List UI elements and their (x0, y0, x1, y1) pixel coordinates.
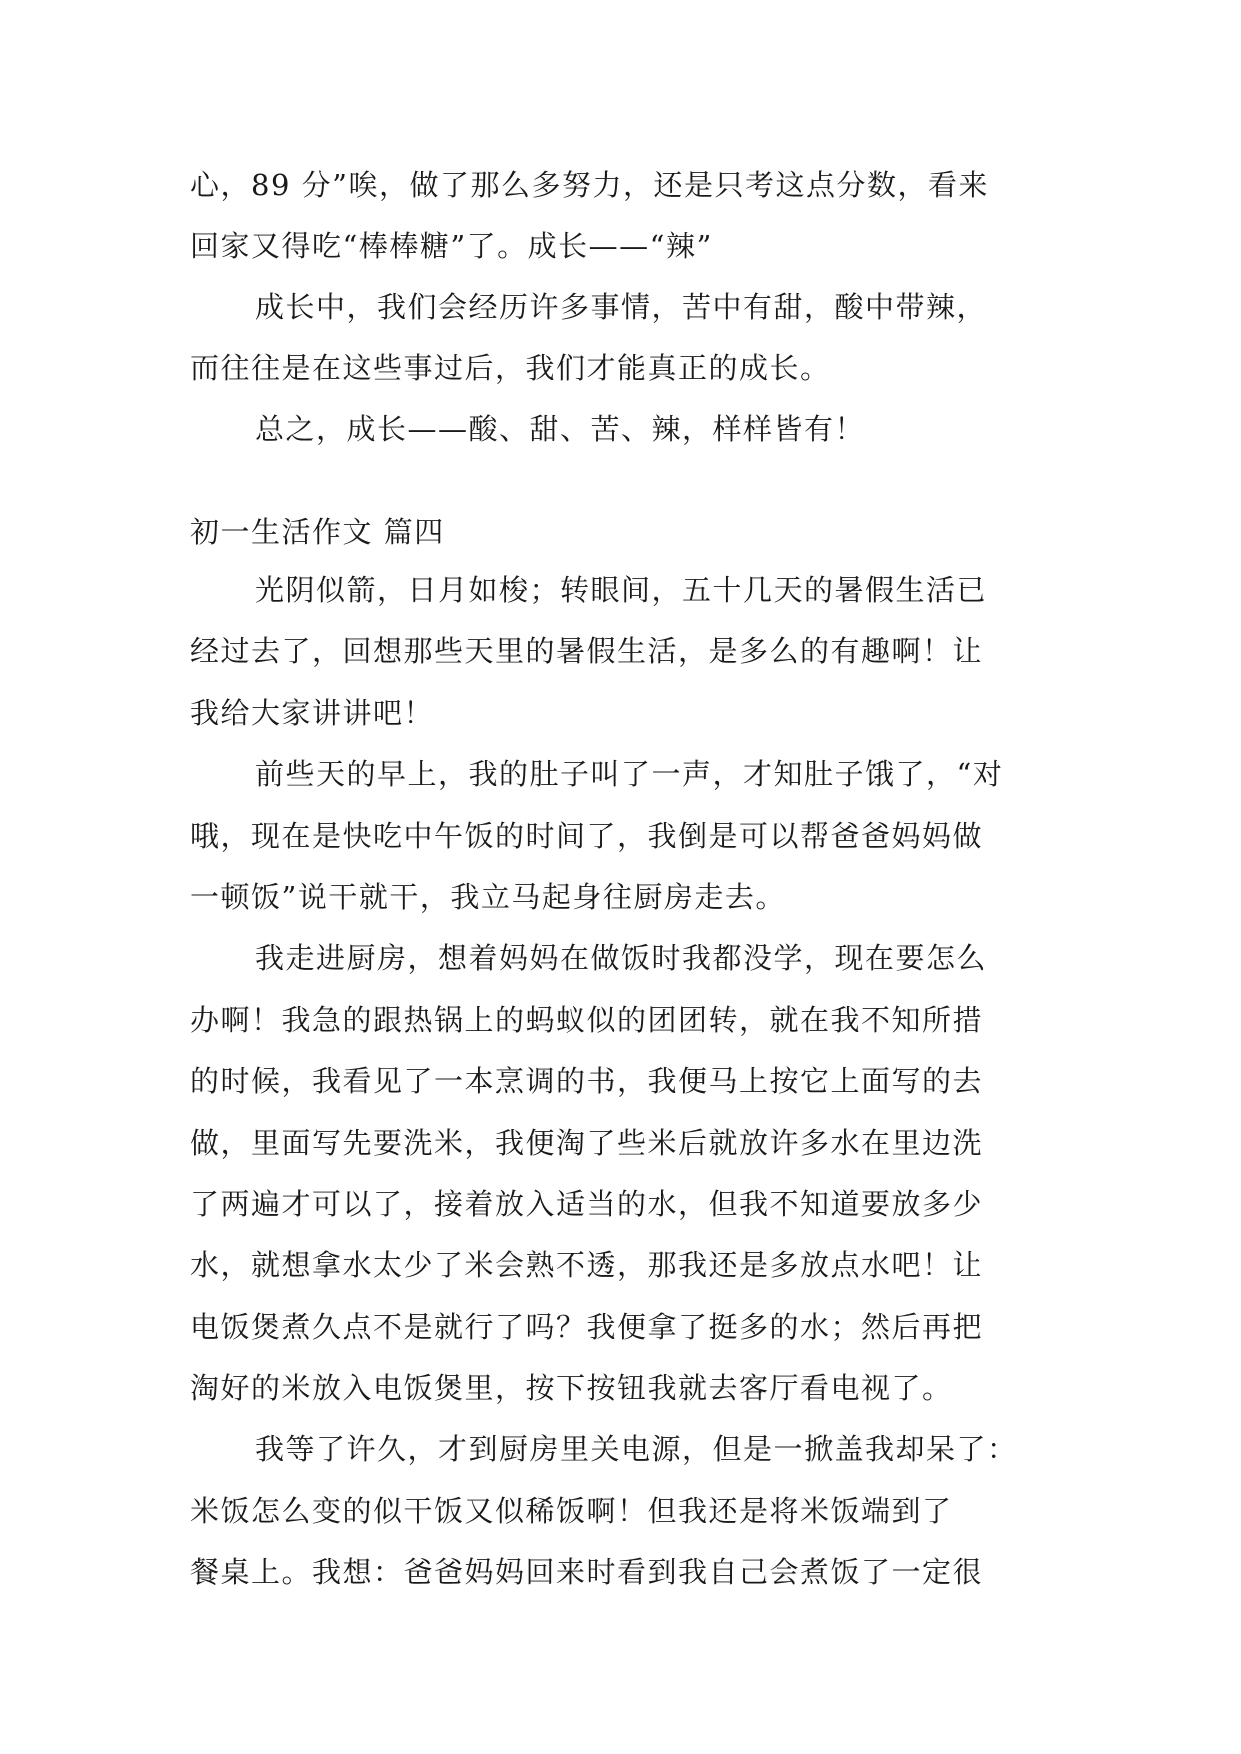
section-title: 初一生活作文 篇四 (190, 515, 445, 549)
text-line: 餐桌上。我想：爸爸妈妈回来时看到我自己会煮饭了一定很 (190, 1555, 984, 1590)
text-line: 前些天的早上，我的肚子叫了一声，才知肚子饿了，“对 (255, 757, 1004, 792)
text-line: 我走进厨房，想着妈妈在做饭时我都没学，现在要怎么 (255, 941, 988, 976)
text-line: 米饭怎么变的似干饭又似稀饭啊！但我还是将米饭端到了 (190, 1493, 953, 1528)
text-line: 光阴似箭，日月如梭；转眼间，五十几天的暑假生活已 (255, 573, 988, 607)
text-line: 而往往是在这些事过后，我们才能真正的成长。 (190, 351, 831, 385)
text-line: 回家又得吃“棒棒糖”了。成长——“辣” (190, 229, 713, 263)
text-line: 经过去了，回想那些天里的暑假生活，是多么的有趣啊！让 (190, 634, 984, 669)
section-body (190, 570, 1050, 1614)
text-line: 我给大家讲讲吧！ (190, 695, 435, 730)
text-line: 电饭煲煮久点不是就行了吗？我便拿了挺多的水；然后再把 (190, 1309, 984, 1344)
text-line: 了两遍才可以了，接着放入适当的水，但我不知道要放多少 (190, 1186, 984, 1221)
text-line: 办啊！我急的跟热锅上的蚂蚁似的团团转，就在我不知所措 (190, 1002, 984, 1037)
text-line: 的时候，我看见了一本烹调的书，我便马上按它上面写的去 (190, 1064, 984, 1099)
text-line: 成长中，我们会经历许多事情，苦中有甜，酸中带辣， (255, 290, 988, 324)
text-line: 哦，现在是快吃中午饭的时间了，我倒是可以帮爸爸妈妈做 (190, 818, 984, 853)
text-line: 总之，成长——酸、甜、苦、辣，样样皆有！ (255, 412, 866, 446)
text-line: 一顿饭”说干就干，我立马起身往厨房走去。 (190, 879, 786, 914)
text-line: 心，89 分”唉，做了那么多努力，还是只考这点分数，看来 (190, 168, 989, 202)
text-line: 我等了许久，才到厨房里关电源，但是一掀盖我却呆了： (255, 1432, 1018, 1467)
text-line: 水，就想拿水太少了米会熟不透，那我还是多放点水吧！让 (190, 1248, 984, 1283)
continuation-text (190, 165, 1050, 470)
text-line: 淘好的米放入电饭煲里，按下按钮我就去客厅看电视了。 (190, 1371, 953, 1406)
text-line: 做，里面写先要洗米，我便淘了些米后就放许多水在里边洗 (190, 1125, 984, 1160)
